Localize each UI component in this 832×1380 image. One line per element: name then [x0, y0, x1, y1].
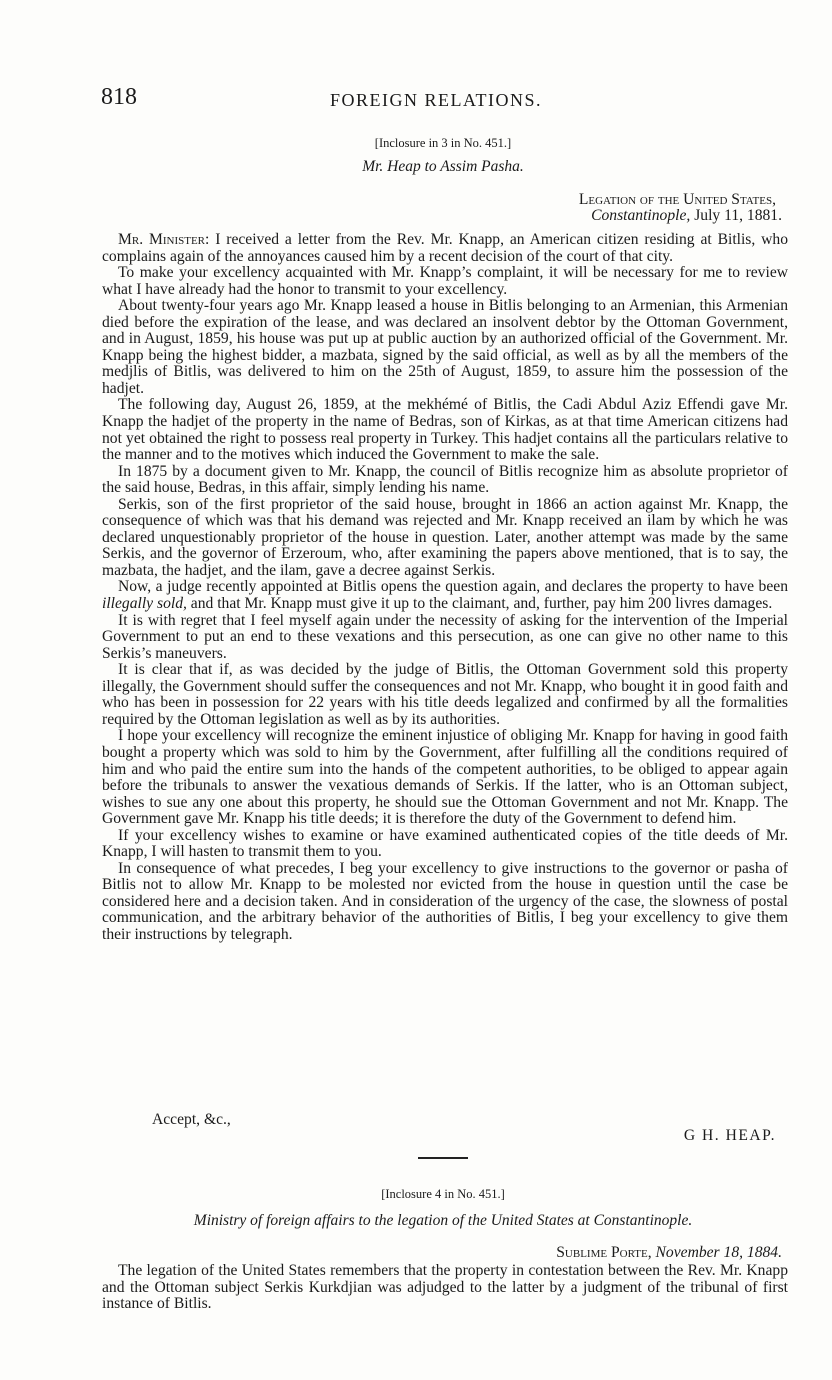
- inclosure-label: [Inclosure 4 in No. 451.]: [381, 1187, 505, 1201]
- paragraph: To make your excellency acquainted with Mr. Knapp’s complaint, it will be necessary for me to review what I have already had the honor to transmit to your excellency.: [102, 264, 788, 298]
- date-place: Constantinople,: [591, 207, 691, 224]
- paragraph: In 1875 by a document given to Mr. Knapp, the council of Bitlis recognize him as absolute proprietor of the said house, Bedras, in this affair, simply lending his name.: [102, 462, 788, 497]
- date-line: [556, 1244, 782, 1262]
- paragraph: Now, a judge recently appointed at Bitlis opens the question again, and declares the property to have been illegally sold, and that Mr. Knapp must give it up to the claimant, and, further, pay him 200 livres damages.: [102, 578, 788, 613]
- date-place: Sublime Porte,: [556, 1244, 652, 1261]
- paragraph: If your excellency wishes to examine or have examined authenticated copies of the title deeds of Mr. Knapp, I will hasten to transmit them to you.: [102, 826, 788, 861]
- closing: Accept, &c.,: [152, 1111, 231, 1128]
- page-number: 818: [101, 84, 137, 110]
- paragraph: The legation of the United States remembers that the property in contestation between the Rev. Mr. Knapp and the Ottoman subject Serkis Kurkdjian was adjudged to the latter by a judgment of the tribunal of first instance of Bitlis.: [102, 1262, 788, 1312]
- paragraph: In consequence of what precedes, I beg your excellency to give instructions to the governor or pasha of Bitlis not to allow Mr. Knapp to be molested nor evicted from the house in question until the case be considered here and a decision taken. And in consideration of the urgency of the case, the slowness of postal communication, and the arbitrary behavior of the authorities of Bitlis, I beg your excellency to give them their instructions by telegraph.: [102, 859, 788, 943]
- letter-heading: Ministry of foreign affairs to the legation of the United States at Constantinople.: [193, 1212, 693, 1229]
- paragraph: About twenty-four years ago Mr. Knapp leased a house in Bitlis belonging to an Armenian, this Armenian died before the expiration of the lease, and was declared an insolvent debtor by the Ottoman Government, and in August, 1859, his house was put up at public auction by an authorized official of the Government. Mr. Knapp being the highest bidder, a mazbata, signed by the said official, as well as by all the members of the medjlis of Bitlis, was delivered to him on the 25th of August, 1859, to assure him the possession of the hadjet.: [102, 297, 788, 397]
- letter-body: [102, 1263, 788, 1313]
- letter-heading: Mr. Heap to Assim Pasha.: [362, 158, 524, 175]
- place-line: Legation of the United States,: [578, 191, 776, 208]
- paragraph: It is with regret that I feel myself again under the necessity of asking for the intervention of the Imperial Government to put an end to these vexations and this persecution, as one can give no other name to this Serkis’s maneuvers.: [102, 611, 788, 662]
- paragraph: Serkis, son of the first proprietor of the said house, brought in 1866 an action against Mr. Knapp, the consequence of which was that his demand was rejected and Mr. Knapp received an ilam by which he was declared unquestionably proprietor of the house in question. Later, another attempt was made by the same Serkis, and the governor of Erzeroum, who, after examining the papers above mentioned, that is to say, the mazbata, the hadjet, and the ilam, gave a decree against Serkis.: [102, 495, 788, 579]
- section-divider: [418, 1157, 468, 1159]
- date-line: [591, 207, 782, 225]
- inclosure-label: [Inclosure in 3 in No. 451.]: [374, 136, 512, 150]
- date-text: July 11, 1881.: [694, 207, 782, 224]
- paragraph: I hope your excellency will recognize the eminent injustice of obliging Mr. Knapp for having in good faith bought a property which was sold to him by the Government, after fulfilling all the conditions required of him and who paid the entire sum into the hands of the competent authorities, to be obliged to appear again before the tribunals to answer the vexatious demands of Serkis. If the latter, who is an Ottoman subject, wishes to sue any one about this property, he should sue the Ottoman Government and not Mr. Knapp. The Government gave Mr. Knapp his title deeds; it is therefore the duty of the Government to defend him.: [102, 727, 788, 828]
- paragraph: The following day, August 26, 1859, at the mekhémé of Bitlis, the Cadi Abdul Aziz Effendi gave Mr. Knapp the hadjet of the property in the name of Bedras, son of Kirkas, as at that time American citizens had not yet obtained the right to possess real property in Turkey. This hadjet contains all the particulars relative to the manner and to the motives which induced the Government to make the sale.: [102, 396, 788, 464]
- signature: G H. HEAP.: [683, 1127, 776, 1144]
- paragraph: Mr. Minister: I received a letter from the Rev. Mr. Knapp, an American citizen residing at Bitlis, who complains again of the annoyances caused him by a recent decision of the court of that city.: [102, 231, 788, 265]
- paragraph: It is clear that if, as was decided by the judge of Bitlis, the Ottoman Government sold this property illegally, the Government should suffer the consequences and not Mr. Knapp, who bought it in good faith and who has been in possession for 22 years with his title deeds legalized and confirmed by all the formalities required by the Ottoman legislation as well as by its authorities.: [102, 661, 788, 728]
- salutation: Mr. Minister: [118, 231, 205, 248]
- letter-body: [102, 232, 788, 944]
- date-text: November 18, 1884.: [655, 1244, 782, 1261]
- running-title: FOREIGN RELATIONS.: [329, 90, 542, 110]
